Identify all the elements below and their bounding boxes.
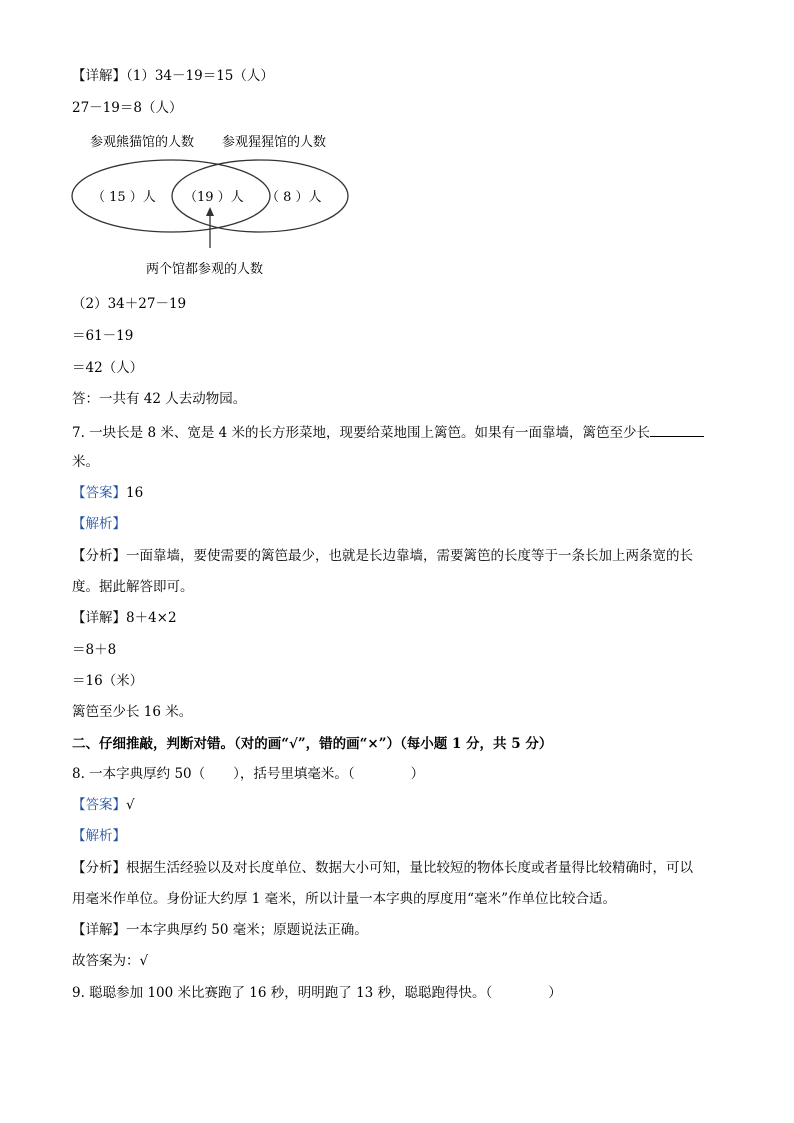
answer-tag: 【答案】 bbox=[72, 797, 126, 813]
detail-tag: 【详解】 bbox=[72, 610, 126, 626]
q8-answer: 【答案】√ bbox=[72, 797, 135, 813]
q7-detail-line-4: 篱笆至少长 16 米。 bbox=[72, 704, 193, 720]
detail-tag: 【详解】 bbox=[72, 68, 126, 84]
q6-detail-line-1: 【详解】（1）34－19＝15（人） bbox=[72, 68, 274, 84]
answer-blank[interactable] bbox=[650, 423, 704, 437]
answer-tag: 【答案】 bbox=[72, 485, 126, 501]
q8-question: 8. 一本字典厚约 50（ ），括号里填毫米。（ ） bbox=[72, 766, 425, 782]
q6-detail-line-2: 27－19＝8（人） bbox=[72, 100, 183, 116]
q6-detail-line-3: （2）34＋27－19 bbox=[72, 296, 187, 312]
q7-detail-line-2: ＝8＋8 bbox=[72, 642, 117, 658]
q8-detail: 【详解】一本字典厚约 50 毫米；原题说法正确。 bbox=[72, 922, 368, 938]
q7-detail-line-3: ＝16（米） bbox=[72, 673, 144, 689]
q6-detail-line-4: ＝61－19 bbox=[72, 328, 134, 344]
q8-analysis-tag: 【解析】 bbox=[72, 828, 126, 844]
section-2-title: 二、仔细推敲，判断对错。（对的画“√”，错的画“×”）（每小题 1 分，共 5 分） bbox=[72, 736, 553, 752]
detail-tag: 【详解】 bbox=[72, 922, 126, 938]
q7-analysis-tag: 【解析】 bbox=[72, 516, 126, 532]
venn-left-only: （ 15 ）人 bbox=[92, 190, 156, 205]
q7-question-line-2: 米。 bbox=[72, 454, 99, 470]
q9-question: 9. 聪聪参加 100 米比赛跑了 16 秒，明明跑了 13 秒，聪聪跑得快。（ ） bbox=[72, 985, 562, 1001]
venn-bottom-label: 两个馆都参观的人数 bbox=[146, 262, 264, 277]
fenxi-tag: 【分析】 bbox=[72, 860, 126, 876]
venn-right-only: （ 8 ）人 bbox=[266, 190, 322, 205]
q6-detail-line-5: ＝42（人） bbox=[72, 360, 144, 376]
q6-answer: 答：一共有 42 人去动物园。 bbox=[72, 391, 247, 407]
q7-fenxi-line-1: 【分析】一面靠墙，要使需要的篱笆最少，也就是长边靠墙，需要篱笆的长度等于一条长加上两条宽的长 bbox=[72, 548, 693, 564]
q7-detail-line-1: 【详解】8＋4×2 bbox=[72, 610, 177, 626]
venn-both: （19 ）人 bbox=[184, 190, 244, 205]
q7-answer: 【答案】16 bbox=[72, 485, 144, 501]
q7-question-line-1: 7. 一块长是 8 米、宽是 4 米的长方形菜地，现要给菜地围上篱笆。如果有一面靠墙，篱笆至少长 bbox=[72, 423, 704, 441]
q7-fenxi-line-2: 度。据此解答即可。 bbox=[72, 579, 194, 595]
q8-fenxi-line-2: 用毫米作单位。身份证大约厚 1 毫米，所以计量一本字典的厚度用“毫米”作单位比较合适。 bbox=[72, 891, 616, 907]
q8-fenxi-line-1: 【分析】根据生活经验以及对长度单位、数据大小可知，量比较短的物体长度或者量得比较精确时，可以 bbox=[72, 860, 693, 876]
q8-final-answer: 故答案为：√ bbox=[72, 953, 149, 969]
venn-arrow-head bbox=[206, 207, 214, 216]
fenxi-tag: 【分析】 bbox=[72, 548, 126, 564]
venn-label-right: 参观猩猩馆的人数 bbox=[222, 135, 327, 150]
venn-diagram bbox=[66, 128, 366, 278]
venn-label-left: 参观熊猫馆的人数 bbox=[90, 135, 195, 150]
